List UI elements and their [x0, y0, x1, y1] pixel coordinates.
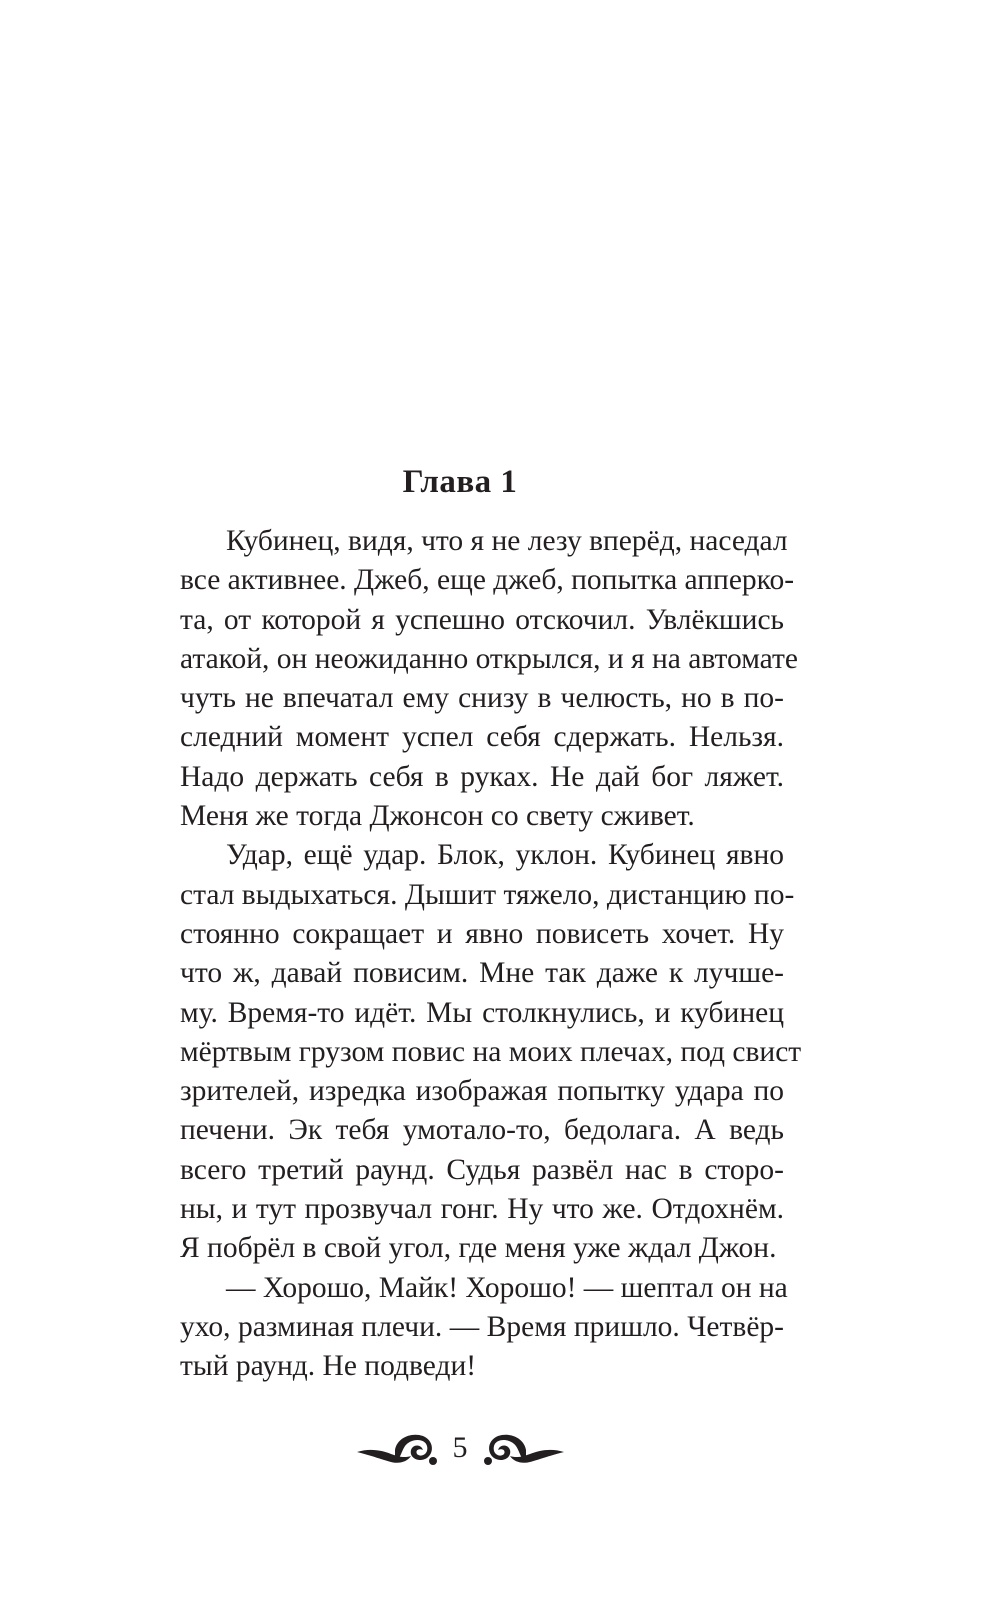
swirl-ornament-left-icon	[355, 1428, 439, 1468]
text-line: Удар, ещё удар. Блок, уклон. Кубинец явно	[226, 839, 784, 872]
paragraph-3	[134, 1269, 788, 1387]
text-line: — Хорошо, Майк! Хорошо! — шептал он на	[226, 1271, 788, 1304]
chapter-title: Глава 1	[402, 464, 518, 500]
paragraph-2	[134, 836, 802, 1268]
text-line: печени. Эк тебя умотало-то, бедолага. А ведь	[180, 1114, 784, 1147]
text-line: что ж, давай повисим. Мне так даже к лучше-	[180, 957, 784, 990]
text-line: ны, и тут прозвучал гонг. Ну что же. Отдохнём.	[180, 1193, 784, 1226]
text-line: тый раунд. Не подведи!	[180, 1350, 477, 1383]
text-line: ухо, разминая плечи. — Время пришло. Четвёр-	[180, 1310, 784, 1343]
text-line: му. Время-то идёт. Мы столкнулись, и кубинец	[180, 996, 784, 1029]
text-line: Меня же тогда Джонсон со свету сживет.	[180, 800, 695, 833]
text-line: следний момент успел себя сдержать. Нельзя.	[180, 721, 784, 754]
body-text	[134, 522, 802, 1387]
text-line: Я побрёл в свой угол, где меня уже ждал Джон.	[180, 1232, 777, 1265]
text-line: стал выдыхаться. Дышит тяжело, дистанцию по-	[180, 878, 795, 911]
swirl-ornament-right-icon	[482, 1428, 566, 1468]
text-line: Кубинец, видя, что я не лезу вперёд, наседал	[226, 525, 788, 557]
text-line: все активнее. Джеб, еще джеб, попытка апперко-	[180, 564, 795, 597]
text-line: Надо держать себя в руках. Не дай бог ляжет.	[180, 760, 784, 793]
text-line: мёртвым грузом повис на моих плечах, под свист	[180, 1035, 802, 1068]
text-line: всего третий раунд. Судья развёл нас в сторо-	[180, 1153, 784, 1186]
text-line: та, от которой я успешно отскочил. Увлёкшись	[180, 603, 784, 636]
text-line: чуть не впечатал ему снизу в челюсть, но в по-	[180, 682, 784, 715]
text-line: стоянно сокращает и явно повисеть хочет. Ну	[180, 917, 784, 950]
page-number: 5	[452, 1431, 468, 1464]
page-footer	[0, 1418, 920, 1478]
paragraph-1	[134, 522, 798, 836]
text-line: зрителей, изредка изображая попытку удара по	[180, 1075, 784, 1108]
text-line: атакой, он неожиданно открылся, и я на автомате	[180, 642, 798, 675]
